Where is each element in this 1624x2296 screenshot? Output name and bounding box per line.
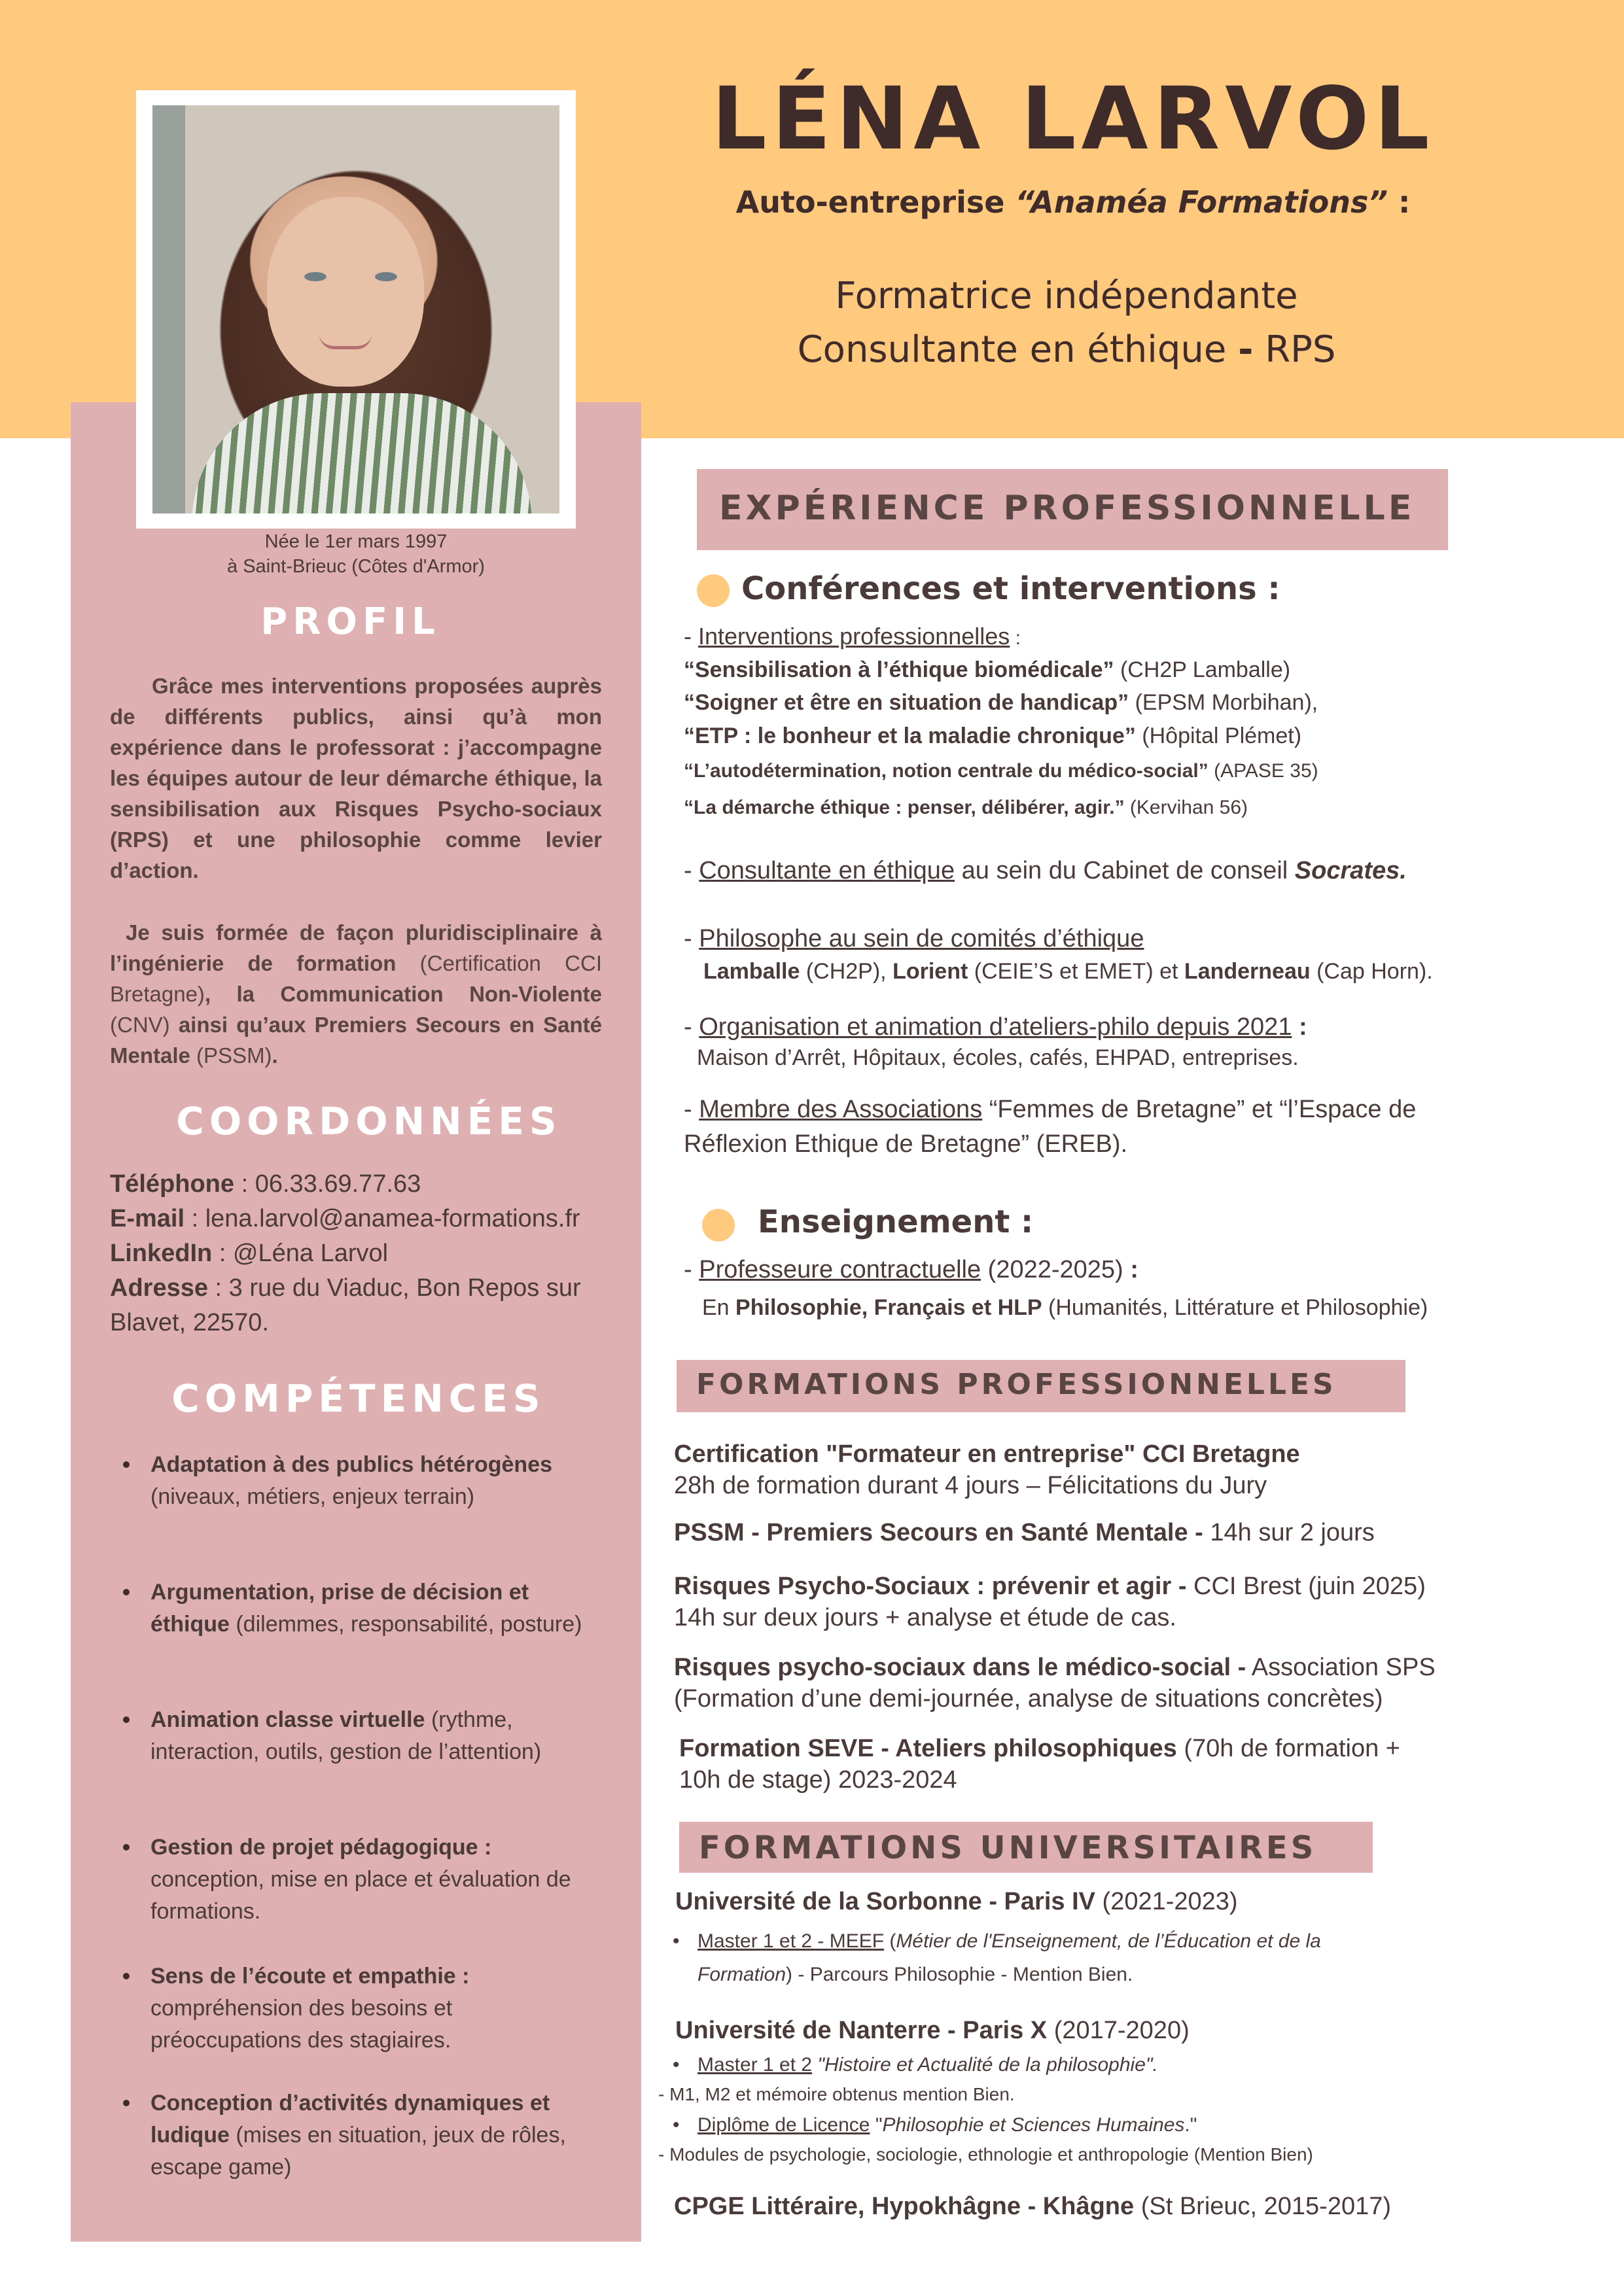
portrait-photo — [152, 105, 559, 513]
contact-phone — [110, 1167, 633, 1202]
teaching-years: (2022-2025) — [981, 1256, 1131, 1283]
training-title: Risques psycho-sociaux dans le médico-social - — [674, 1654, 1246, 1681]
portrait-eye — [304, 272, 327, 281]
dash: - — [684, 623, 698, 650]
meef-line — [673, 1930, 1321, 1953]
skill-item — [150, 1576, 609, 1641]
interventions-colon: : — [1010, 627, 1021, 649]
associations-label[interactable]: Membre des Associations — [699, 1096, 983, 1123]
profil-paragraph-2 — [110, 917, 602, 1071]
birth-place: à Saint-Brieuc (Côtes d'Armor) — [227, 556, 485, 577]
circle-bullet-icon — [697, 574, 730, 607]
philo-committee-label[interactable]: Philosophe au sein de comités d’éthique — [699, 925, 1144, 952]
master-label[interactable]: Master 1 et 2 — [697, 2054, 813, 2076]
licence-note: - Modules de psychologie, sociologie, ethnologie et anthropologie (Mention Bien) — [658, 2144, 1313, 2165]
associations-detail: “Femmes de Bretagne” et “l’Espace de — [982, 1096, 1417, 1123]
associations-detail-2: Réflexion Ethique de Bretagne” (EREB). — [684, 1130, 1128, 1158]
licence-title: Philosophie et Sciences Humaines — [882, 2114, 1185, 2136]
training-detail: Association SPS — [1246, 1654, 1436, 1681]
contact-address-line-2: Blavet, 22570. — [110, 1309, 269, 1336]
committee-detail: (CH2P), — [800, 959, 893, 984]
skill-detail: (dilemmes, responsabilité, posture) — [229, 1612, 582, 1637]
portrait-frame — [136, 90, 576, 529]
intervention-title: “ETP : le bonheur et la maladie chronique” — [684, 723, 1136, 748]
philo-committee-line — [684, 925, 1144, 953]
university-heading-box — [679, 1822, 1373, 1873]
training-heading: FORMATIONS PROFESSIONNELLES — [696, 1368, 1337, 1401]
training-item — [674, 1654, 1436, 1682]
intervention-place: (EPSM Morbihan), — [1129, 690, 1318, 715]
cpge-title: CPGE Littéraire, Hypokhâgne - Khâgne — [674, 2193, 1135, 2220]
skill-item — [150, 1960, 609, 2057]
cpge-detail: (St Brieuc, 2015-2017) — [1134, 2193, 1392, 2220]
competences-heading: COMPÉTENCES — [171, 1376, 546, 1421]
portrait-mouth — [319, 334, 372, 349]
intervention-item — [684, 760, 1318, 782]
teaching-line — [684, 1256, 1139, 1284]
email-value[interactable]: : lena.larvol@anamea-formations.fr — [185, 1205, 580, 1232]
training-subline: 14h sur deux jours + analyse et étude de cas. — [674, 1604, 1176, 1631]
training-detail: (70h de formation + — [1176, 1735, 1400, 1762]
skill-item — [150, 1704, 609, 1768]
intervention-title: “La démarche éthique : penser, délibérer, agir.” — [684, 797, 1125, 818]
ateliers-detail: Maison d’Arrêt, Hôpitaux, écoles, cafés, EHPAD, entreprises. — [697, 1045, 1299, 1070]
sorbonne-line — [675, 1888, 1238, 1916]
committee-city: Lorient — [892, 959, 968, 984]
skill-detail: conception, mise en place et évaluation de formations. — [150, 1867, 571, 1924]
university-heading: FORMATIONS UNIVERSITAIRES — [699, 1830, 1317, 1866]
intervention-place: (CH2P Lamballe) — [1114, 657, 1291, 682]
consultant-detail: au sein du Cabinet de conseil — [955, 857, 1295, 884]
cabinet-name: Socrates. — [1294, 857, 1407, 884]
skill-item — [150, 1449, 609, 1513]
bullet-icon — [123, 1844, 130, 1851]
contact-linkedin — [110, 1236, 633, 1271]
role-rps: RPS — [1253, 328, 1336, 371]
intervention-place: (Hôpital Plémet) — [1135, 723, 1302, 748]
teaching-subjects: Philosophie, Français et HLP — [735, 1295, 1042, 1320]
nanterre-line — [675, 2017, 1190, 2045]
training-title: Risques Psycho-Sociaux : prévenir et agir - — [674, 1573, 1187, 1600]
bullet-icon — [123, 1716, 130, 1723]
intervention-place: (Kervihan 56) — [1124, 797, 1248, 818]
profil-period: . — [272, 1043, 278, 1068]
training-item — [674, 1519, 1375, 1547]
nanterre-title: Université de Nanterre - Paris X — [675, 2017, 1048, 2044]
contact-block — [110, 1167, 633, 1340]
licence-line — [673, 2114, 1197, 2136]
phone-label: Téléphone — [110, 1170, 235, 1198]
role-line-1: Formatrice indépendante — [835, 275, 1298, 317]
bullet-icon: • — [673, 2054, 680, 2076]
subtitle-suffix: : — [1387, 184, 1411, 220]
role-line-2 — [654, 328, 1479, 371]
training-item — [674, 1440, 1300, 1469]
ateliers-colon: : — [1292, 1013, 1307, 1041]
role-consultant: Consultante en éthique — [797, 328, 1239, 371]
experience-heading: EXPÉRIENCE PROFESSIONNELLE — [719, 489, 1415, 528]
master-line — [673, 2054, 1158, 2076]
intervention-place: (APASE 35) — [1208, 760, 1318, 782]
ateliers-line — [684, 1013, 1307, 1041]
intervention-item — [684, 723, 1301, 749]
bullet-icon — [123, 1461, 130, 1468]
skill-item — [150, 2087, 609, 2183]
teaching-label[interactable]: Professeure contractuelle — [699, 1256, 981, 1283]
interventions-label[interactable]: Interventions professionnelles — [698, 623, 1010, 650]
skill-title: Animation classe virtuelle — [150, 1707, 425, 1732]
skill-title: Sens de l’écoute et empathie : — [150, 1964, 470, 1989]
subtitle-prefix: Auto-entreprise — [735, 184, 1015, 220]
licence-label[interactable]: Diplôme de Licence — [697, 2114, 870, 2136]
committee-city: Lamballe — [703, 959, 800, 984]
skill-detail: (niveaux, métiers, enjeux terrain) — [150, 1484, 475, 1509]
training-subline: (Formation d’une demi-journée, analyse de situations concrètes) — [674, 1685, 1383, 1713]
bullet-icon: • — [673, 1930, 680, 1952]
profil-heading: PROFIL — [260, 600, 440, 643]
contact-email — [110, 1202, 633, 1236]
training-title: Formation SEVE - Ateliers philosophiques — [679, 1735, 1177, 1762]
intervention-item — [684, 797, 1248, 819]
dash: - — [684, 925, 699, 952]
coordonnees-heading: COORDONNÉES — [176, 1099, 562, 1143]
licence-quote-open: " — [870, 2114, 883, 2136]
master-title: "Histoire et Actualité de la philosophie". — [812, 2054, 1158, 2076]
skill-detail: compréhension des besoins et préoccupations des stagiaires. — [150, 1996, 453, 2053]
experience-heading-box — [697, 469, 1448, 550]
dash: - — [684, 1013, 699, 1041]
candidate-name: LÉNA LARVOL — [711, 69, 1435, 169]
portrait-face — [267, 197, 424, 387]
meef-paren: ( — [884, 1930, 896, 1952]
email-label: E-mail — [110, 1205, 185, 1232]
profil-cnv-abbr: (CNV) — [110, 1013, 179, 1037]
contact-address — [110, 1271, 633, 1306]
consultant-line — [684, 857, 1407, 885]
linkedin-value[interactable]: : @Léna Larvol — [212, 1240, 389, 1267]
training-detail: CCI Brest (juin 2025) — [1186, 1573, 1426, 1600]
interventions-label-line — [684, 623, 1021, 650]
intervention-title: “Sensibilisation à l’éthique biomédicale” — [684, 657, 1114, 682]
teaching-detail-suffix: (Humanités, Littérature et Philosophie) — [1042, 1295, 1428, 1320]
ateliers-label[interactable]: Organisation et animation d’ateliers-philo depuis 2021 — [699, 1013, 1292, 1041]
licence-quote-close: ." — [1184, 2114, 1197, 2136]
training-title: PSSM - Premiers Secours en Santé Mentale - — [674, 1519, 1203, 1546]
cpge-line — [674, 2193, 1391, 2221]
nanterre-years: (2017-2020) — [1047, 2017, 1190, 2044]
profil-ingenierie: Je suis formée de façon pluridisciplinaire à l’ingénierie de formation — [110, 920, 602, 975]
profil-cci: (Certification CCI Bretagne) — [110, 951, 602, 1006]
skill-detail: (rythme, interaction, outils, gestion de l’attention) — [150, 1707, 542, 1764]
birth-date: Née le 1er mars 1997 — [264, 531, 448, 552]
intervention-title: “Soigner et être en situation de handicap” — [684, 690, 1129, 715]
bullet-icon: • — [673, 2114, 680, 2136]
training-item — [674, 1573, 1426, 1601]
profil-paragraph-1: Grâce mes interventions proposées auprès de différents publics, ainsi qu’à mon expérience dans le professorat : j’accompagne les équipes autour de leur démarche éthique, la sensibilisation aux Risques Psycho-sociaux (RPS) et une philosophie comme levier d’action. — [110, 674, 602, 882]
profil-cnv: , la Communication Non-Violente — [204, 982, 602, 1006]
portrait-shirt — [192, 393, 532, 513]
phone-value[interactable]: : 06.33.69.77.63 — [234, 1170, 421, 1198]
skill-title: Gestion de projet pédagogique : — [150, 1835, 492, 1860]
dash: - — [684, 1256, 699, 1283]
enseignement-heading: Enseignement : — [758, 1204, 1034, 1240]
committee-detail: (Cap Horn). — [1310, 959, 1433, 984]
meef-mention: ) - Parcours Philosophie - Mention Bien. — [786, 1964, 1133, 1985]
intervention-title: “L’autodétermination, notion centrale du médico-social” — [684, 760, 1209, 782]
meef-label[interactable]: Master 1 et 2 - MEEF — [697, 1930, 885, 1952]
profil-pssm: ainsi qu’aux Premiers Secours en Santé Mentale — [110, 1013, 602, 1068]
skill-detail: (mises en situation, jeux de rôles, escape game) — [150, 2123, 566, 2180]
master-note: - M1, M2 et mémoire obtenus mention Bien. — [658, 2084, 1015, 2104]
dash: - — [684, 1096, 699, 1123]
training-detail: 14h sur 2 jours — [1203, 1519, 1375, 1546]
committee-detail: (CEIE’S et EMET) et — [968, 959, 1184, 984]
address-value: : 3 rue du Viaduc, Bon Repos sur — [207, 1274, 581, 1302]
company-name: “Anaméa Formations” — [1015, 184, 1388, 220]
bullet-icon — [123, 2100, 130, 2106]
circle-bullet-icon — [702, 1209, 735, 1242]
company-subtitle — [654, 184, 1492, 220]
training-title: Certification "Formateur en entreprise" CCI Bretagne — [674, 1440, 1300, 1468]
conferences-heading: Conférences et interventions : — [741, 570, 1280, 607]
linkedin-label: LinkedIn — [110, 1240, 213, 1267]
intervention-item — [684, 690, 1318, 716]
bullet-icon — [123, 1973, 130, 1979]
bullet-icon — [123, 1589, 130, 1595]
intervention-item — [684, 657, 1290, 683]
associations-line — [684, 1096, 1416, 1124]
consultant-label[interactable]: Consultante en éthique — [699, 857, 955, 884]
sorbonne-title: Université de la Sorbonne - Paris IV — [675, 1888, 1095, 1915]
committee-city: Landerneau — [1184, 959, 1311, 984]
meef-line-2 — [697, 1964, 1133, 1986]
teaching-detail — [702, 1295, 1428, 1321]
skill-title: Argumentation, prise de décision et éthique — [150, 1580, 529, 1637]
skill-item — [150, 1832, 609, 1928]
portrait-eye — [375, 272, 397, 281]
meef-description-end: Formation — [697, 1964, 786, 1985]
teaching-colon: : — [1130, 1256, 1139, 1283]
dash: - — [684, 857, 699, 884]
training-heading-box — [677, 1360, 1405, 1412]
committee-places — [703, 959, 1433, 984]
training-item — [679, 1735, 1400, 1763]
role-dash: - — [1238, 328, 1254, 371]
meef-description: Métier de l'Enseignement, de l’Éducation et de la — [896, 1930, 1321, 1952]
profil-pssm-abbr: (PSSM) — [190, 1043, 272, 1068]
training-subline: 28h de formation durant 4 jours – Félicitations du Jury — [674, 1472, 1267, 1499]
skill-title: Adaptation à des publics hétérogènes — [150, 1452, 553, 1477]
training-subline: 10h de stage) 2023-2024 — [679, 1766, 957, 1794]
skill-title: Conception d’activités dynamiques et ludique — [150, 2091, 550, 2148]
address-label: Adresse — [110, 1274, 208, 1302]
sorbonne-years: (2021-2023) — [1095, 1888, 1238, 1915]
teaching-detail-prefix: En — [702, 1295, 736, 1320]
